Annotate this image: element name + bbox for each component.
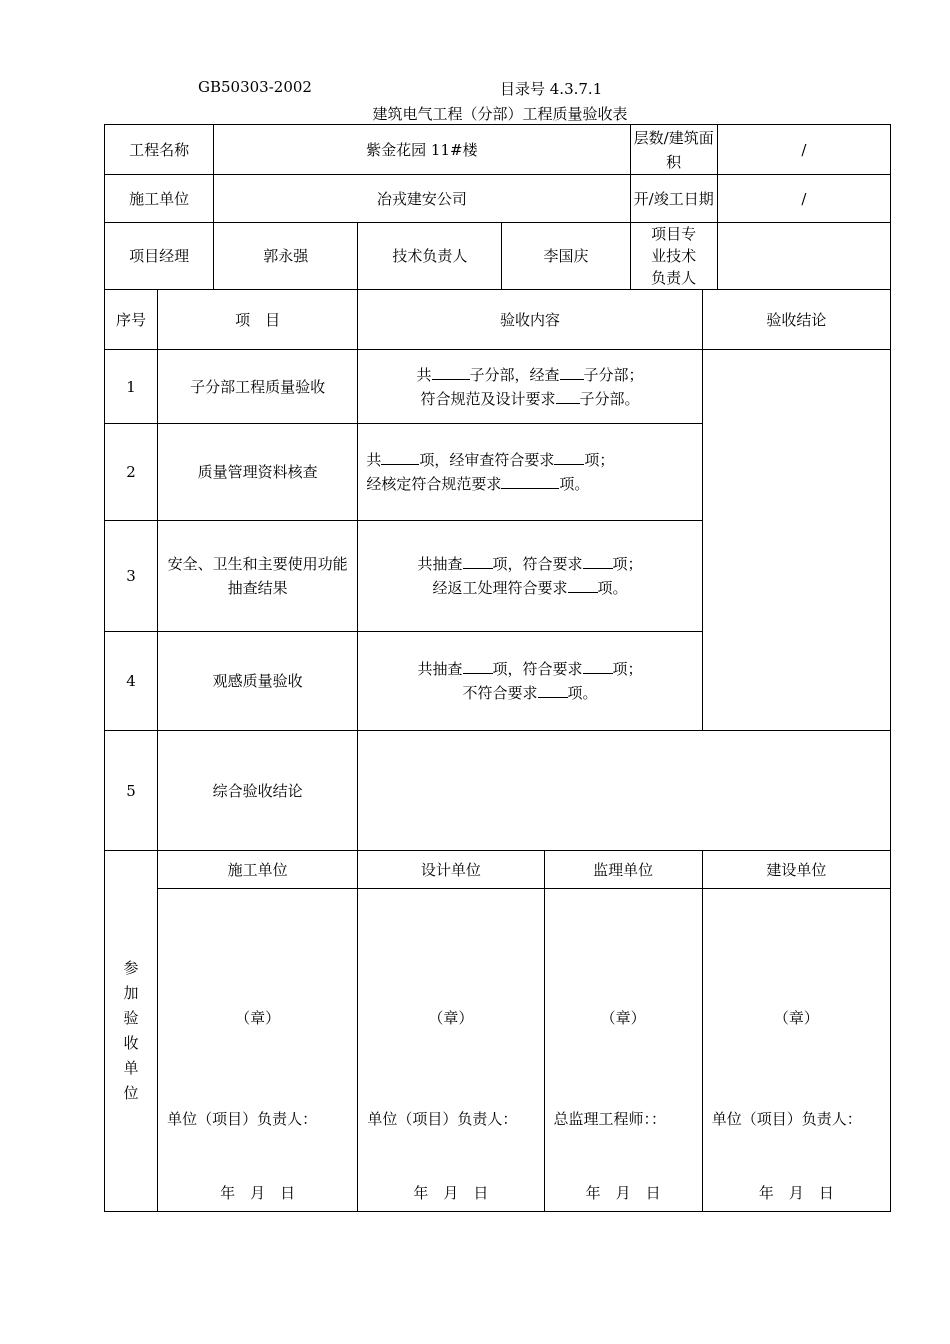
signer-label: 单位（项目）负责人：	[711, 1110, 862, 1128]
seal-label: （章）	[235, 1009, 281, 1027]
row-item: 质量管理资料核查	[158, 424, 358, 521]
row-contractor	[105, 175, 891, 223]
row-column-headers	[105, 290, 891, 350]
unit-name: 建设单位	[702, 851, 890, 889]
signature-cell-design	[358, 889, 544, 1212]
dates-value: /	[717, 175, 890, 223]
row-project-name	[105, 125, 891, 175]
pm-value: 郭永强	[214, 223, 358, 290]
row-content: 共抽查 项，符合要求 项； 经返工处理符合要求 项。	[358, 521, 702, 632]
row-seq: 2	[105, 424, 158, 521]
seal-label: （章）	[773, 1009, 819, 1027]
row-content: 共 子分部，经查 子分部； 符合规范及设计要求 子分部。	[358, 350, 702, 424]
dates-label: 开/竣工日期	[630, 175, 717, 223]
unit-name: 设计单位	[358, 851, 544, 889]
col-conclusion-header: 验收结论	[702, 290, 890, 350]
participants-label: 参加验收单位	[123, 959, 139, 1102]
row-managers	[105, 223, 891, 290]
form-title: 建筑电气工程（分部）工程质量验收表	[372, 105, 628, 123]
row-item: 子分部工程质量验收	[158, 350, 358, 424]
standard-code: GB50303-2002	[198, 78, 312, 96]
tech-lead-value: 李国庆	[502, 223, 630, 290]
spec-tech-lead-value	[717, 223, 890, 290]
signer-label: 单位（项目）负责人：	[167, 1110, 318, 1128]
row-seq: 4	[105, 632, 158, 731]
row-content: 共 项，经审查符合要求 项； 经核定符合规范要求 项。	[358, 424, 702, 521]
col-content-header: 验收内容	[358, 290, 702, 350]
row-participant-signatures	[105, 889, 891, 1212]
row-item: 观感质量验收	[158, 632, 358, 731]
col-item-header: 项 目	[158, 290, 358, 350]
seal-label: （章）	[428, 1009, 474, 1027]
signer-label: 总监理工程师：：	[553, 1110, 667, 1128]
date-label: 年 月 日	[220, 1184, 296, 1202]
row-seq: 1	[105, 350, 158, 424]
participants-label-cell	[105, 851, 158, 1212]
table-row	[105, 350, 891, 424]
row-seq: 3	[105, 521, 158, 632]
floors-area-value: /	[717, 125, 890, 175]
table-row	[105, 731, 891, 851]
pm-label: 项目经理	[105, 223, 214, 290]
conclusion-cell	[702, 350, 890, 731]
project-name-label: 工程名称	[105, 125, 214, 175]
floors-area-label: 层数/建筑面积	[630, 125, 717, 175]
row-item: 安全、卫生和主要使用功能抽查结果	[158, 521, 358, 632]
date-label: 年 月 日	[758, 1184, 834, 1202]
row-item: 综合验收结论	[158, 731, 358, 851]
contractor-label: 施工单位	[105, 175, 214, 223]
row-participant-names	[105, 851, 891, 889]
signature-cell-supervision	[544, 889, 702, 1212]
signer-label: 单位（项目）负责人：	[367, 1110, 518, 1128]
project-name-value: 紫金花园 11#楼	[214, 125, 630, 175]
row-seq: 5	[105, 731, 158, 851]
unit-name: 监理单位	[544, 851, 702, 889]
date-label: 年 月 日	[413, 1184, 489, 1202]
col-seq-header: 序号	[105, 290, 158, 350]
overall-conclusion-cell	[358, 731, 891, 851]
catalog-number: 目录号 4.3.7.1	[500, 80, 603, 98]
signature-cell-owner	[702, 889, 890, 1212]
tech-lead-label: 技术负责人	[358, 223, 502, 290]
signature-cell-construction	[158, 889, 358, 1212]
contractor-value: 冶戎建安公司	[214, 175, 630, 223]
seal-label: （章）	[600, 1009, 646, 1027]
acceptance-form-table	[104, 124, 891, 1212]
spec-tech-lead-label: 项目专业技术负责人	[630, 223, 717, 290]
row-content: 共抽查 项，符合要求 项； 不符合要求 项。	[358, 632, 702, 731]
unit-name: 施工单位	[158, 851, 358, 889]
date-label: 年 月 日	[585, 1184, 661, 1202]
